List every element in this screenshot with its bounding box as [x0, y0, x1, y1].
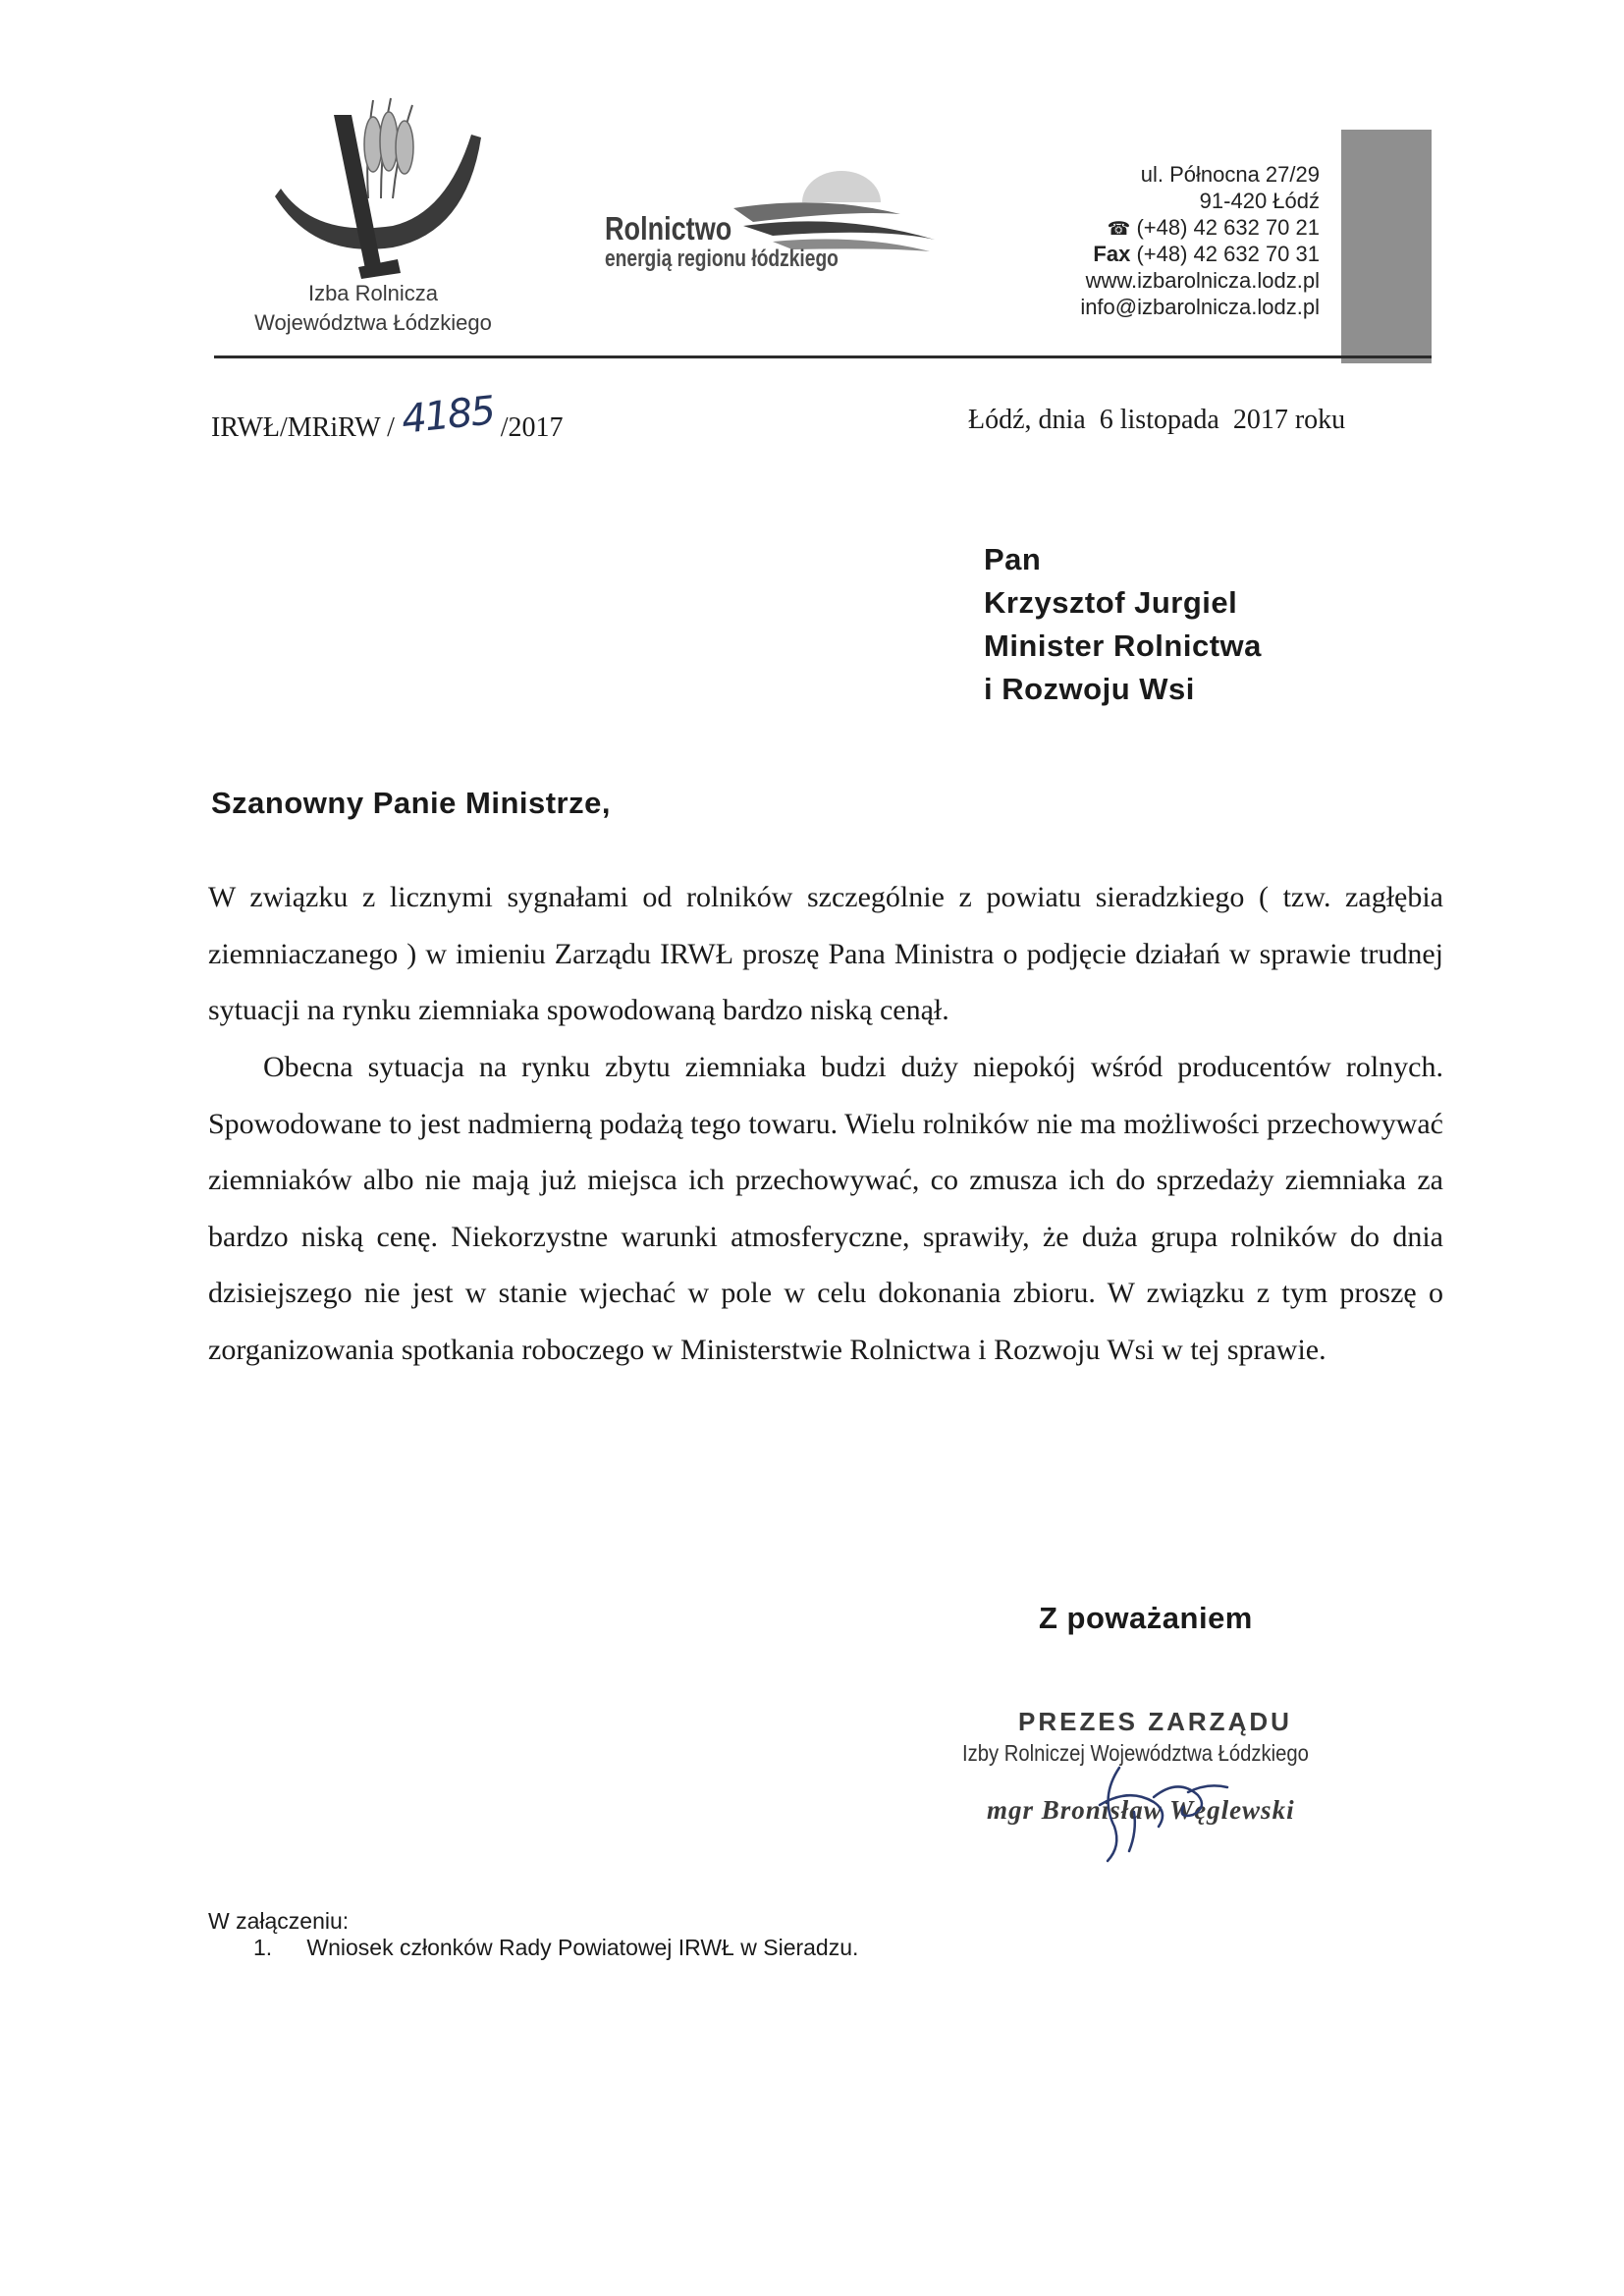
body-paragraph-1: W związku z licznymi sygnałami od rolników szczególnie z powiatu sieradzkiego ( tzw. zagłębia ziemniaczanego ) w imieniu Zarządu IRWŁ proszę Pana Ministra o podjęcie działań w sprawie trudnej sytuacji na rynku ziemniaka spowodowaną bardzo niską cenął. — [208, 881, 1443, 1026]
contact-fax: (+48) 42 632 70 31 — [1136, 242, 1320, 266]
attachment-text: Wniosek członków Rady Powiatowej IRWŁ w Sieradzu. — [306, 1935, 859, 1960]
stamp-title: PREZES ZARZĄDU — [1018, 1707, 1292, 1736]
reference-number — [211, 388, 564, 446]
org-name-line2: Województwa Łódzkiego — [254, 310, 492, 335]
scythe-wheat-logo-icon — [275, 90, 491, 287]
phone-icon: ☎ — [1107, 218, 1131, 240]
contact-postal: 91-420 Łódź — [1199, 189, 1320, 213]
closing: Z poważaniem — [1039, 1601, 1253, 1635]
addressee-line4: i Rozwoju Wsi — [984, 672, 1195, 706]
brand-title: Rolnictwo — [605, 210, 732, 246]
contact-email: info@izbarolnicza.lodz.pl — [1080, 295, 1320, 319]
salutation: Szanowny Panie Ministrze, — [211, 786, 611, 820]
brand-logo — [601, 165, 935, 273]
attachments-title: W załączeniu: — [208, 1908, 350, 1934]
addressee-line3: Minister Rolnictwa — [984, 629, 1262, 663]
attachment-item — [253, 1935, 858, 1961]
letter-date: Łódź, dnia 6 listopada 2017 roku — [968, 405, 1346, 435]
addressee-line2: Krzysztof Jurgiel — [984, 585, 1238, 620]
contact-phone-line — [1108, 214, 1320, 243]
reference-suffix: /2017 — [500, 412, 564, 443]
contact-phone: (+48) 42 632 70 21 — [1136, 215, 1320, 240]
body-paragraph-2: Obecna sytuacja na rynku zbytu ziemniaka budzi duży niepokój wśród producentów rolnych. Spowodowane to jest nadmierną podażą tego towaru. Wielu rolników nie ma możliwości przechowywać ziemniaków albo nie mają już miejsca ich przechowywać, co zmusza ich do sprzedaży ziemniaka za bardzo niską cenę. Niekorzystne warunki atmosferyczne, sprawiły, że duża grupa rolników do dnia dzisiejszego nie jest w stanie wjechać w pole w celu dokonania zbioru. W związku z tym proszę o zorganizowania spotkania roboczego w Ministerstwie Rolnictwa i Rozwoju Wsi w tej sprawie. — [208, 1051, 1443, 1366]
header-divider — [214, 355, 1432, 358]
brand-subtitle: energią regionu łódzkiego — [605, 246, 839, 272]
contact-website: www.izbarolnicza.lodz.pl — [1085, 268, 1320, 293]
attachment-number: 1. — [253, 1935, 273, 1960]
contact-fax-line — [1093, 241, 1320, 267]
contact-street: ul. Północna 27/29 — [1140, 162, 1320, 187]
signature — [1060, 1758, 1257, 1866]
header-grey-bar — [1341, 130, 1432, 363]
reference-handwritten-number: 4185 — [399, 388, 496, 443]
addressee-line1: Pan — [984, 542, 1042, 576]
org-name-line1: Izba Rolnicza — [307, 281, 439, 305]
fax-label: Fax — [1093, 242, 1131, 266]
reference-prefix: IRWŁ/MRiRW / — [211, 412, 395, 443]
stamp-name: mgr Bronisław Węglewski — [987, 1795, 1295, 1825]
stamp-organization: Izby Rolniczej Województwa Łódzkiego — [962, 1740, 1309, 1766]
